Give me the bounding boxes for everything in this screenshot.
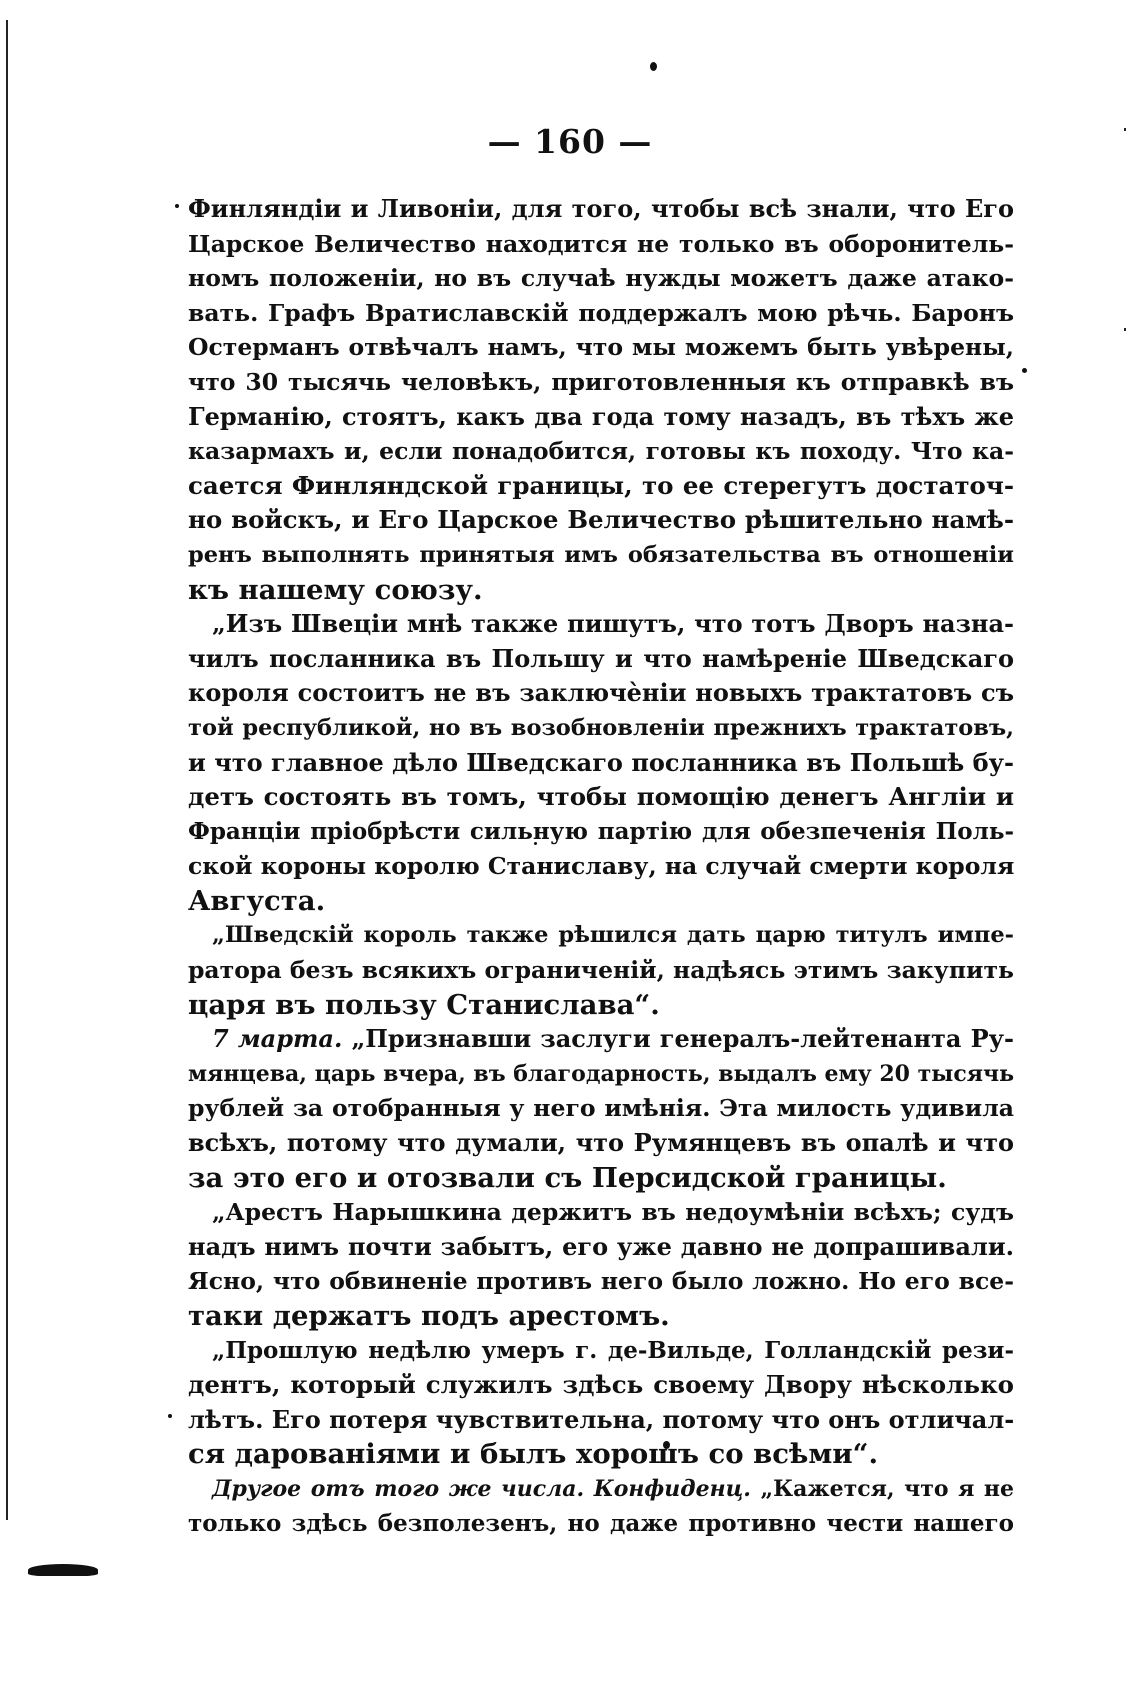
text-line [188,1472,1014,1507]
text-line-content: къ нашему союзу. [188,573,483,606]
text-line [188,1057,1014,1092]
text-line [188,296,1014,331]
text-line [188,1161,1014,1196]
text-line-content: „Прошлую недѣлю умеръ г. де-Вильде, Голландскій рези- [212,1336,1014,1364]
italic-date-heading: Другое отъ того же числа. Конфиденц. [212,1475,751,1502]
text-line [188,261,1014,296]
text-line-content: „Кажется, что я не [750,1475,1014,1502]
text-line-content: Финляндіи и Ливоніи, для того, чтобы всѣ знали, что Его [188,194,1014,223]
text-line [188,1403,1014,1438]
page-number: — 160 — [487,122,653,161]
text-line [188,953,1014,988]
text-line [188,1507,1014,1542]
scan-edge-line [6,20,8,1520]
text-line-content: ратора безъ всякихъ ограниченій, надѣясь этимъ закупить [188,956,1014,985]
text-line-content: ся дарованіями и былъ хорошъ со всѣми“. [188,1438,879,1471]
text-line-content: рублей за отобранныя у него имѣнія. Эта милость удивила [188,1094,1014,1123]
text-line [188,815,1014,850]
text-line-content: всѣхъ, потому что думали, что Румянцевъ въ опалѣ и что [188,1128,1014,1158]
italic-date-heading: 7 марта. [212,1024,343,1054]
text-line [188,469,1014,504]
text-line [188,711,1014,746]
text-line-content: короля состоитъ не въ заключѐніи новыхъ трактатовъ съ [188,678,1014,708]
scan-speck [1022,368,1027,373]
text-line-content: надъ нимъ почти забытъ, его уже давно не допрашивали. [188,1231,1014,1261]
text-line [188,1022,1014,1057]
text-line-content: Германію, стоятъ, какъ два года тому назадъ, въ тѣхъ же [188,401,1014,431]
scan-speck [1124,328,1126,331]
text-line-content: ской короны королю Станиславу, на случай смерти короля [188,852,1015,881]
text-line-content: мянцева, царь вчера, въ благодарность, выдалъ ему 20 тысячь [188,1060,1014,1087]
text-line [188,849,1014,884]
text-line [188,1230,1014,1265]
text-line-content: Царское Величество находится не только въ оборонитель- [188,229,1014,258]
text-line [188,1437,1014,1472]
text-line-content: той республикой, но въ возобновленіи прежнихъ трактатовъ, [188,714,1014,741]
text-line [188,1091,1014,1126]
text-line [188,538,1014,573]
text-line-content: таки держатъ подъ арестомъ. [188,1300,670,1332]
text-line [188,1299,1014,1334]
text-line [188,1126,1014,1161]
scan-edge-mark [28,1564,98,1576]
text-line-content: но войскъ, и Его Царское Величество рѣшительно намѣ- [188,505,1014,535]
text-line [188,988,1014,1023]
text-line [188,503,1014,538]
text-line-content: что 30 тысячь человѣкъ, приготовленныя къ отправкѣ въ [188,367,1014,396]
text-line [188,1195,1014,1230]
text-line [188,1334,1014,1369]
text-line [188,1368,1014,1403]
text-line [188,434,1014,469]
text-line-content: и что главное дѣло Шведскаго посланника въ Польшѣ бу- [188,747,1014,777]
text-line [188,227,1014,262]
text-line [188,884,1014,919]
text-line-content: детъ состоять въ томъ, чтобы помощію денегъ Англіи и [188,782,1014,812]
text-line-content: „Изъ Швеціи мнѣ также пишутъ, что тотъ Дворъ назна- [212,609,1014,639]
text-line [188,1264,1014,1299]
text-line-content: чилъ посланника въ Польшу и что намѣреніе Шведскаго [188,643,1014,673]
text-line-content: казармахъ и, если понадобится, готовы къ походу. Что ка- [188,437,1014,466]
scan-speck [175,204,179,208]
text-line-content: царя въ пользу Станислава“. [188,988,660,1021]
text-line-content: „Арестъ Нарышкина держитъ въ недоумѣніи всѣхъ; судъ [212,1198,1014,1227]
text-line-content: Остерманъ отвѣчалъ намъ, что мы можемъ быть увѣрены, [188,333,1014,362]
text-line-content: „Шведскій король также рѣшился дать царю титулъ импе- [212,922,1014,949]
text-line-content: дентъ, который служилъ здѣсь своему Двору нѣсколько [188,1370,1014,1400]
text-line-content: лѣтъ. Его потеря чувствительна, потому что онъ отличал- [188,1404,1015,1434]
scan-speck [168,1414,172,1418]
text-line-content: Августа. [188,884,326,917]
text-line [188,746,1014,781]
text-line [188,607,1014,642]
text-line-content: за это его и отозвали съ Персидской границы. [188,1161,947,1194]
text-line [188,192,1014,227]
text-line-content: сается Финляндской границы, то ее стерегутъ достаточ- [188,470,1014,500]
text-line-content: номъ положеніи, но въ случаѣ нужды можетъ даже атако- [188,264,1014,293]
text-line [188,780,1014,815]
text-line-content: вать. Графъ Вратиславскій поддержалъ мою рѣчь. Баронъ [188,298,1014,327]
text-line-content: Ясно, что обвиненіе противъ него было ложно. Но его все- [188,1267,1014,1296]
text-line-content: ренъ выполнять принятыя имъ обязательства въ отношеніи [188,541,1014,568]
text-line [188,365,1014,400]
text-line [188,642,1014,677]
text-line [188,330,1014,365]
body-text [188,192,1014,1541]
scan-speck [650,62,657,71]
text-line [188,676,1014,711]
text-line-content: „Признавши заслуги генералъ-лейтенанта Ру- [342,1024,1014,1054]
text-line [188,400,1014,435]
text-line [188,573,1014,608]
text-line [188,918,1014,953]
text-line-content: только здѣсь безполезенъ, но даже противно чести нашего [188,1509,1014,1537]
text-line-content: Франціи пріобрѣсти сильную партію для обезпеченія Поль- [188,817,1014,845]
